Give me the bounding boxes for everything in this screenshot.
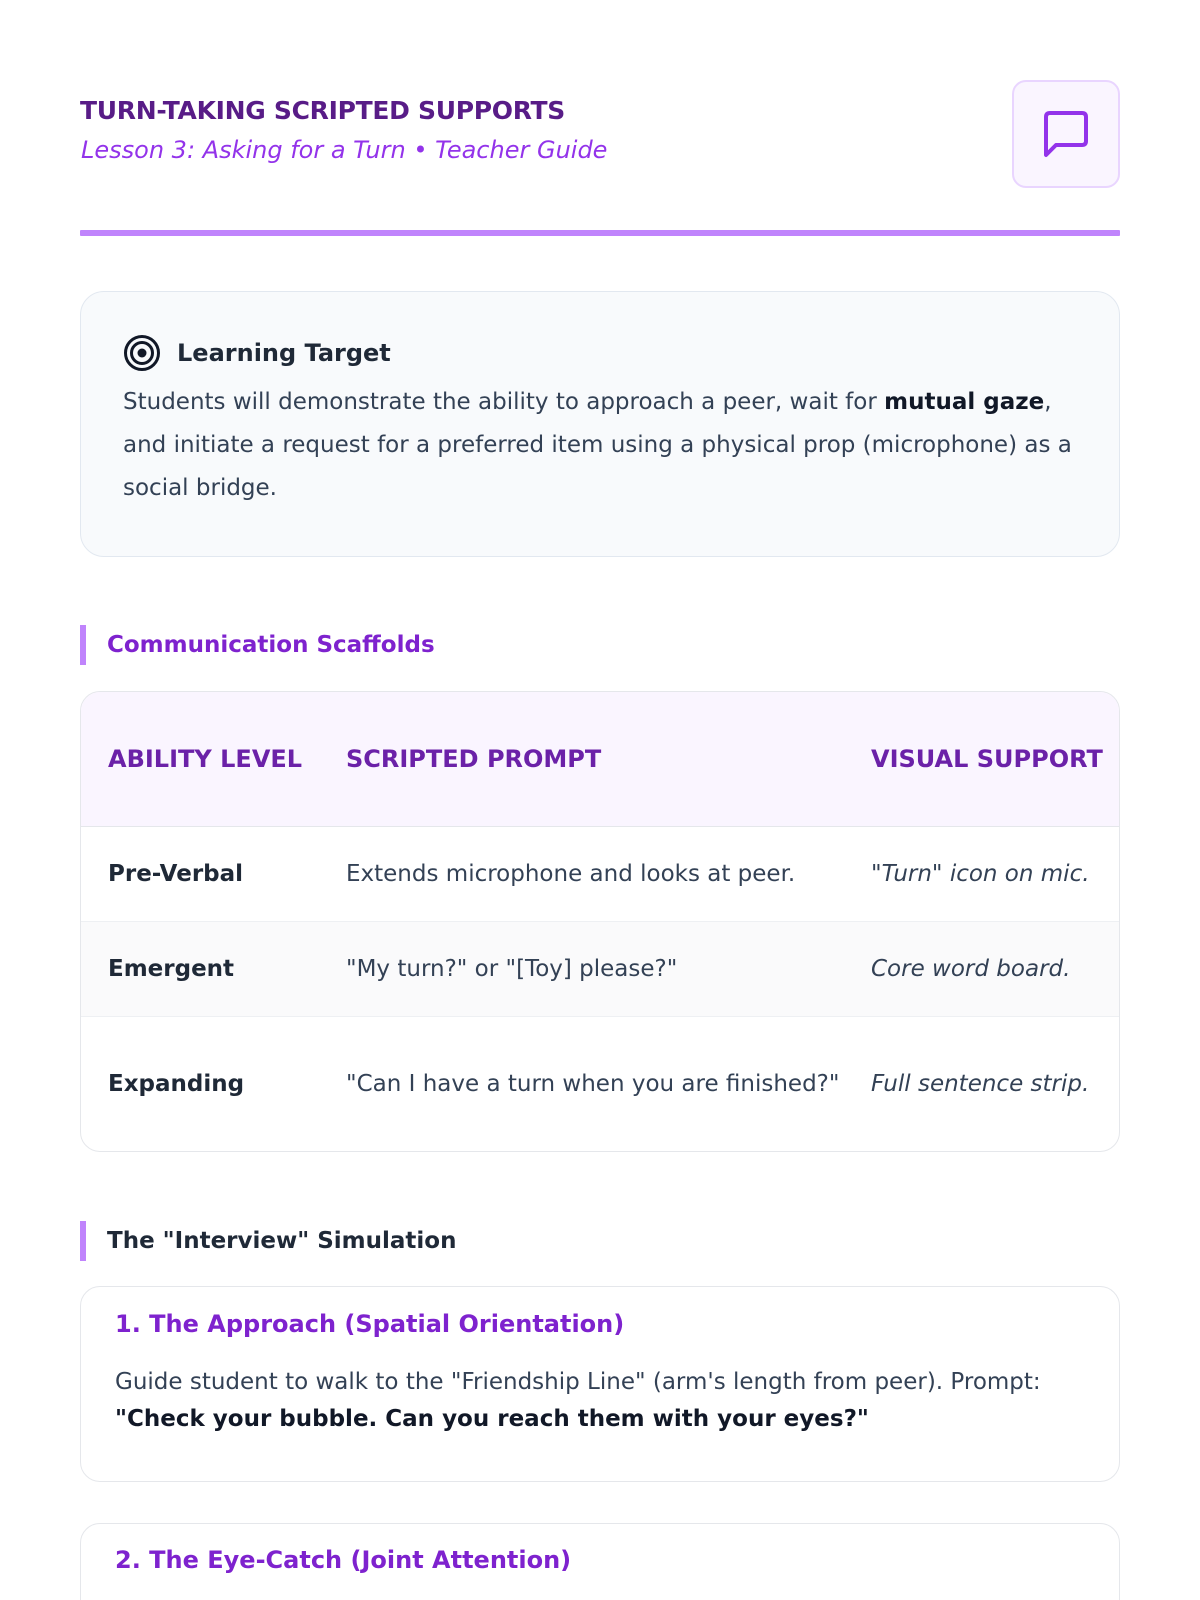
scaffolds-table-card [80, 691, 1120, 1152]
simulation-heading-text: The "Interview" Simulation [107, 1228, 457, 1254]
ability-level-cell: Expanding [108, 1071, 245, 1097]
scripted-prompt-cell: "My turn?" or "[Toy] please?" [319, 922, 844, 1017]
column-header-visual-support: VISUAL SUPPORT [844, 692, 1120, 827]
scripted-prompt-cell: "Can I have a turn when you are finished?" [346, 1071, 840, 1097]
simulation-section-heading [80, 1221, 456, 1261]
visual-support-cell: "Turn" icon on mic. [844, 827, 1120, 922]
learning-target-header [123, 334, 391, 372]
visual-support-cell: Core word board. [844, 922, 1120, 1017]
table-row [81, 922, 1120, 1017]
visual-support-cell: Full sentence strip. [871, 1071, 1090, 1097]
page-content [80, 0, 1120, 1574]
learning-target-text [123, 381, 1083, 510]
scripted-prompt-cell: Extends microphone and looks at peer. [319, 827, 844, 922]
learning-target-text-end: , and initiate a request for a preferred item using a physical prop (microphone) as a social bridge. [123, 389, 1072, 501]
ability-level-cell: Pre-Verbal [81, 827, 319, 922]
scaffolds-section-heading [80, 625, 435, 665]
step-card-approach [80, 1286, 1120, 1482]
target-icon [123, 334, 161, 372]
section-accent-bar [80, 1221, 86, 1261]
step-title: 1. The Approach (Spatial Orientation) [115, 1310, 625, 1338]
page-title: TURN-TAKING SCRIPTED SUPPORTS [80, 96, 566, 125]
scaffolds-table [81, 692, 1120, 1151]
step-prompt-script: "Check your bubble. Can you reach them with your eyes?" [115, 1406, 869, 1432]
header-divider [80, 230, 1120, 236]
step-instruction: Guide student to walk to the "Friendship Line" (arm's length from peer). Prompt: [115, 1369, 1041, 1395]
section-accent-bar [80, 625, 86, 665]
scaffolds-heading-text: Communication Scaffolds [107, 632, 435, 658]
table-row [81, 827, 1120, 922]
step-card-eye-catch [80, 1523, 1120, 1600]
page-header [80, 0, 1120, 236]
table-header-row [81, 692, 1120, 827]
step-body [115, 1364, 1095, 1438]
learning-target-text-start: Students will demonstrate the ability to approach a peer, wait for [123, 389, 885, 415]
column-header-ability-level: ABILITY LEVEL [81, 692, 319, 827]
column-header-scripted-prompt: SCRIPTED PROMPT [319, 692, 844, 827]
speech-bubble-icon [1040, 108, 1092, 160]
learning-target-card [80, 291, 1120, 557]
learning-target-title: Learning Target [177, 339, 391, 367]
learning-target-emphasis: mutual gaze [884, 389, 1045, 415]
step-title: 2. The Eye-Catch (Joint Attention) [115, 1546, 572, 1574]
speech-bubble-logo [1012, 80, 1120, 188]
page-subtitle: Lesson 3: Asking for a Turn • Teacher Guide [81, 136, 608, 164]
table-row [81, 1017, 1120, 1152]
ability-level-cell: Emergent [81, 922, 319, 1017]
